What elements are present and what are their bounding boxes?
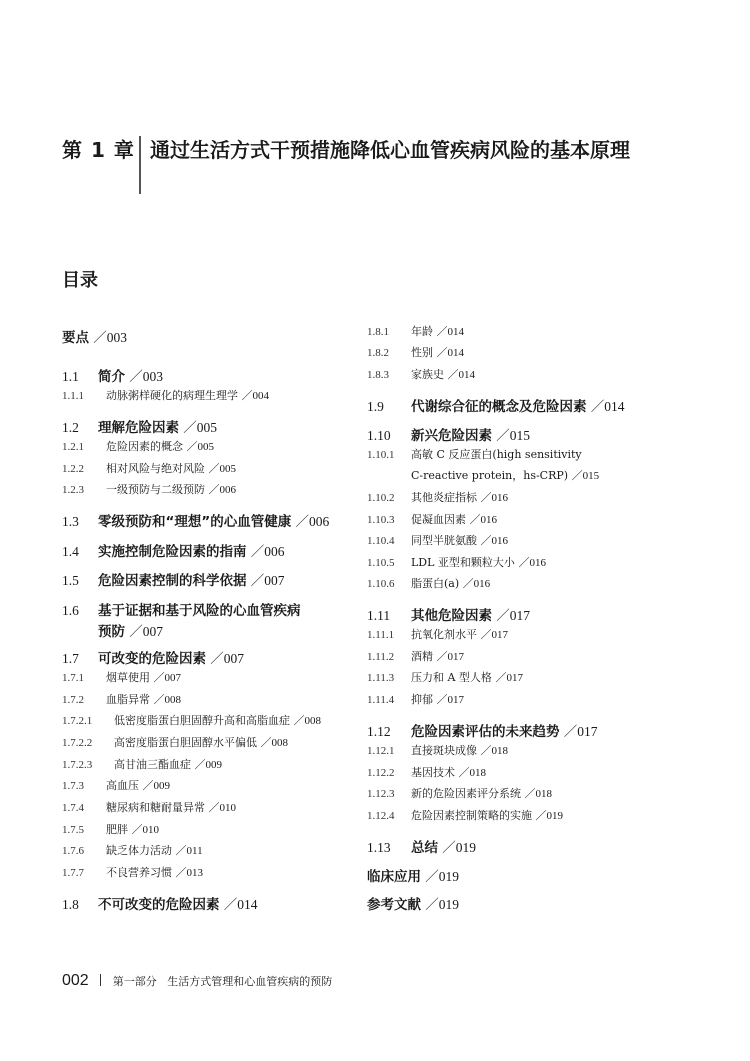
toc-entry-number: 1.8.3 (367, 369, 389, 381)
toc-entry-number: 1.12.4 (367, 810, 395, 822)
toc-entry-label: 肥胖 (106, 823, 128, 836)
toc-entry-label: 抑郁 (411, 693, 433, 706)
toc-entry-label: 动脉粥样硬化的病理生理学 (106, 389, 238, 402)
toc-entry-page: 014 (458, 369, 475, 381)
toc-entry-label: 危险因素的概念 (106, 440, 183, 453)
toc-entry-label: 酒精 (411, 650, 433, 663)
toc-separator: ／ (131, 823, 143, 836)
toc-entry-number: 1.7.7 (62, 867, 84, 879)
toc-entry-number: 1.11.1 (367, 629, 395, 641)
toc-separator: ／ (153, 671, 165, 684)
toc-entry (62, 893, 258, 913)
toc-entry (367, 323, 464, 339)
toc-entry-page: 009 (153, 780, 170, 792)
toc-separator: ／ (469, 513, 481, 526)
toc-entry-page: 017 (447, 694, 464, 706)
toc-entry-number: 1.10 (367, 428, 391, 443)
toc-entry-page: 014 (604, 399, 625, 414)
toc-entry-label: 简介 (98, 369, 125, 385)
toc-entry-page: 014 (447, 326, 464, 338)
toc-entry-label: LDL 亚型和颗粒大小 (411, 556, 515, 569)
toc-entry-page: 018 (491, 745, 508, 757)
toc-entry-label: 性别 (411, 346, 433, 359)
toc-entry (62, 864, 203, 880)
toc-entry-page: 007 (164, 672, 181, 684)
footer-page-number: 002 (62, 972, 89, 989)
toc-entry-page: 005 (197, 441, 214, 453)
toc-entry (367, 764, 486, 780)
toc-separator: ／ (480, 491, 492, 504)
toc-entry-label: 血脂异常 (106, 693, 150, 706)
toc-entry-label: 烟草使用 (106, 671, 150, 684)
toc-entry-label: 新兴危险因素 (411, 428, 492, 444)
toc-entry (367, 366, 475, 382)
toc-entry-page: 011 (186, 845, 203, 857)
toc-separator: ／ (194, 758, 206, 771)
toc-entry-page: 016 (491, 492, 508, 504)
toc-entry-label: 高甘油三酯血症 (114, 758, 191, 771)
toc-entry-label: 理解危险因素 (98, 420, 179, 436)
toc-entry (62, 821, 159, 837)
toc-entry-page: 017 (509, 608, 531, 623)
page-footer (62, 972, 332, 990)
toc-entry-page: 006 (219, 484, 236, 496)
toc-separator: ／ (436, 693, 448, 706)
toc-entry-label: 危险因素控制策略的实施 (411, 809, 532, 822)
toc-entry (367, 489, 508, 505)
toc-separator: ／ (183, 420, 197, 436)
toc-separator: ／ (208, 801, 220, 814)
toc-entry-number: 1.7.2 (62, 694, 84, 706)
toc-separator: ／ (250, 573, 265, 589)
toc-entry-page: 014 (447, 347, 464, 359)
toc-entry-label: 抗氧化剂水平 (411, 628, 477, 641)
toc-entry-page: 016 (480, 514, 497, 526)
toc-entry-page: 017 (506, 672, 523, 684)
toc-entry-label: 零级预防和“理想”的心血管健康 (98, 514, 292, 530)
toc-entry-continuation (411, 467, 599, 483)
toc-separator: ／ (535, 809, 547, 822)
toc-separator: ／ (142, 779, 154, 792)
toc-entry (62, 777, 170, 793)
toc-entry-page: 007 (223, 651, 245, 666)
toc-separator: ／ (153, 693, 165, 706)
toc-entry-number: 1.11.3 (367, 672, 395, 684)
toc-separator: ／ (458, 766, 470, 779)
toc-entry-label: 新的危险因素评分系统 (411, 787, 521, 800)
toc-separator: ／ (208, 483, 220, 496)
toc-separator: ／ (442, 840, 456, 856)
toc-entry (62, 599, 301, 619)
toc-entry-page: 017 (577, 724, 598, 739)
toc-entry-page: 008 (271, 737, 288, 749)
toc-entry (367, 575, 490, 591)
toc-entry-page: 006 (309, 514, 330, 529)
toc-entry-number: 1.7.2.3 (62, 759, 93, 771)
toc-entry-page: 017 (447, 651, 464, 663)
toc-separator: ／ (436, 325, 448, 338)
toc-entry (62, 799, 236, 815)
toc-entry-label: 家族史 (411, 368, 444, 381)
toc-entry-page: 013 (186, 867, 203, 879)
toc-entry (367, 836, 476, 856)
toc-entry (367, 865, 459, 885)
toc-separator: ／ (129, 369, 143, 385)
toc-entry-number: 1.7.2.1 (62, 715, 93, 727)
toc-entry (62, 365, 163, 385)
toc-entry-number: 1.2 (62, 420, 79, 435)
toc-entry-label: 压力和 A 型人格 (411, 671, 492, 684)
toc-entry-label: 危险因素评估的未来趋势 (411, 724, 560, 740)
toc-entry (367, 604, 530, 624)
toc-entry-page: 019 (438, 869, 460, 884)
toc-separator: ／ (175, 844, 187, 857)
toc-entry-number: 1.10.1 (367, 449, 395, 461)
toc-entry-label: 基于证据和基于风险的心血管疾病 (98, 603, 301, 619)
footer-divider (100, 974, 101, 986)
toc-separator: ／ (571, 469, 583, 482)
toc-entry-number: 1.8 (62, 897, 79, 912)
toc-entry-page: 006 (264, 544, 285, 559)
toc-entry-label: 实施控制危险因素的指南 (98, 544, 247, 560)
toc-entry-label: 可改变的危险因素 (98, 651, 206, 667)
toc-entry-label: 总结 (411, 840, 438, 856)
footer-part: 第一部分 (112, 975, 157, 988)
toc-entry-number: 1.10.6 (367, 578, 395, 590)
toc-separator: ／ (223, 897, 238, 913)
toc-entry-page: 010 (219, 802, 236, 814)
footer-part-title: 生活方式管理和心血管疾病的预防 (167, 975, 333, 988)
toc-entry-number: 1.7.4 (62, 802, 84, 814)
toc-separator: ／ (496, 608, 510, 624)
toc-entry (367, 446, 582, 462)
toc-entry-number: 1.13 (367, 840, 391, 855)
toc-entry-number: 1.6 (62, 603, 79, 618)
toc-entry-label: 同型半胱氨酸 (411, 534, 477, 547)
toc-entry-page: 007 (142, 624, 164, 639)
toc-entry-number: 1.11 (367, 608, 391, 623)
toc-entry (62, 416, 217, 436)
toc-entry-page: 019 (438, 897, 460, 912)
toc-entry (367, 785, 552, 801)
toc-entry (367, 691, 464, 707)
toc-entry-label: 脂蛋白(a) (411, 577, 460, 590)
toc-entry-number: 1.4 (62, 544, 79, 559)
toc-entry-page: 005 (196, 420, 218, 435)
toc-entry (62, 540, 285, 560)
chapter-title: 通过生活方式干预措施降低心血管疾病风险的基本原理 (150, 138, 630, 162)
toc-entry-number: 1.1.1 (62, 390, 84, 402)
toc-entry-number: 1.7.5 (62, 824, 84, 836)
toc-separator: ／ (425, 869, 439, 885)
toc-entry-page: 015 (509, 428, 531, 443)
toc-entry-label: 不可改变的危险因素 (98, 897, 220, 913)
toc-entry-number: 1.12 (367, 724, 391, 739)
toc-entry (62, 387, 269, 403)
toc-entry-number: 1.2.3 (62, 484, 84, 496)
toc-entry-number: 1.7.3 (62, 780, 84, 792)
toc-separator: ／ (495, 671, 507, 684)
toc-separator: ／ (210, 651, 224, 667)
toc-entry (367, 669, 523, 685)
toc-entry-page: 017 (491, 629, 508, 641)
toc-entry-number: 1.8.1 (367, 326, 389, 338)
toc-separator: ／ (208, 462, 220, 475)
toc-entry-number: 1.7.2.2 (62, 737, 93, 749)
toc-separator: ／ (480, 744, 492, 757)
toc-entry-number: 1.10.5 (367, 557, 395, 569)
toc-entry (367, 648, 464, 664)
toc-separator: ／ (436, 346, 448, 359)
toc-entry-page: 005 (219, 463, 236, 475)
toc-entry-number: 1.10.4 (367, 535, 395, 547)
chapter-divider (139, 136, 141, 194)
toc-entry-page: 003 (142, 369, 164, 384)
toc-entry (62, 569, 285, 589)
toc-entry-label: 一级预防与二级预防 (106, 483, 205, 496)
toc-entry (367, 626, 508, 642)
toc-entry (367, 424, 530, 444)
chapter-header (62, 130, 702, 194)
toc-entry (367, 742, 508, 758)
toc-entry-label: 糖尿病和糖耐量异常 (106, 801, 205, 814)
toc-entry-page: 008 (164, 694, 181, 706)
toc-entry (62, 438, 214, 454)
toc-entry-number: 1.11.4 (367, 694, 395, 706)
toc-entry-label: 代谢综合征的概念及危险因素 (411, 399, 587, 415)
toc-separator: ／ (518, 556, 530, 569)
toc-entry (62, 691, 181, 707)
toc-entry-page: 016 (473, 578, 491, 590)
toc-entry (367, 807, 563, 823)
toc-separator: ／ (590, 399, 605, 415)
toc-separator: ／ (425, 897, 439, 913)
toc-entry-number: 1.5 (62, 573, 79, 588)
toc-separator: ／ (496, 428, 510, 444)
toc-entry-label: 要点 (62, 330, 89, 346)
toc-entry-label: 临床应用 (367, 869, 421, 885)
toc-entry (367, 554, 546, 570)
toc-entry-label: 低密度脂蛋白胆固醇升高和高脂血症 (114, 714, 290, 727)
toc-entry-number: 1.9 (367, 399, 384, 414)
toc-entry (367, 511, 497, 527)
toc-separator: ／ (295, 514, 310, 530)
toc-separator: ／ (524, 787, 536, 800)
toc-separator: ／ (93, 330, 107, 346)
toc-entry-page: 018 (469, 767, 486, 779)
toc-entry (62, 481, 236, 497)
toc-entry (62, 326, 127, 346)
toc-entry-number: 1.12.3 (367, 788, 395, 800)
toc-entry-number: 1.8.2 (367, 347, 389, 359)
toc-entry-page: 015 (582, 470, 600, 482)
toc-entry-page: 019 (455, 840, 477, 855)
toc-entry-label: 其他炎症指标 (411, 491, 477, 504)
toc-heading: 目录 (62, 270, 98, 291)
toc-separator: ／ (129, 624, 143, 640)
toc-entry-page: 014 (237, 897, 258, 912)
toc-entry (62, 712, 321, 728)
toc-entry-label: 高密度脂蛋白胆固醇水平偏低 (114, 736, 257, 749)
toc-entry-page: 007 (264, 573, 285, 588)
toc-separator: ／ (436, 650, 448, 663)
toc-entry-label: 高敏 C 反应蛋白(high sensitivity (411, 448, 582, 461)
toc-entry-number: 1.7.6 (62, 845, 84, 857)
toc-entry-label: 高血压 (106, 779, 139, 792)
toc-separator: ／ (175, 866, 187, 879)
toc-entry (62, 756, 222, 772)
toc-entry-number: 1.3 (62, 514, 79, 529)
toc-entry (367, 893, 459, 913)
toc-entry-page: 016 (491, 535, 508, 547)
toc-entry-label-continued: C-reactive protein，hs-CRP) (411, 469, 569, 482)
toc-separator: ／ (260, 736, 272, 749)
toc-entry-label: 不良营养习惯 (106, 866, 172, 879)
toc-entry-page: 019 (546, 810, 563, 822)
toc-entry-page: 018 (535, 788, 552, 800)
toc-entry-page: 010 (142, 824, 159, 836)
toc-separator: ／ (563, 724, 578, 740)
toc-entry-label: 危险因素控制的科学依据 (98, 573, 247, 589)
toc-entry-label: 缺乏体力活动 (106, 844, 172, 857)
toc-entry-number: 1.7 (62, 651, 79, 666)
toc-entry (367, 720, 598, 740)
toc-entry (62, 460, 236, 476)
toc-entry-page: 004 (252, 390, 269, 402)
toc-entry-label: 促凝血因素 (411, 513, 466, 526)
toc-entry-label-continued: 预防 (98, 624, 125, 640)
toc-entry-number: 1.2.2 (62, 463, 84, 475)
toc-entry-number: 1.12.1 (367, 745, 395, 757)
toc-separator: ／ (293, 714, 305, 727)
toc-entry-continuation (98, 620, 163, 640)
toc-entry (367, 395, 625, 415)
toc-entry-number: 1.10.2 (367, 492, 395, 504)
toc-entry-page: 016 (529, 557, 546, 569)
toc-separator: ／ (241, 389, 253, 402)
toc-entry-label: 直接斑块成像 (411, 744, 477, 757)
toc-separator: ／ (186, 440, 198, 453)
toc-entry-number: 1.7.1 (62, 672, 84, 684)
toc-entry (62, 842, 203, 858)
toc-entry (62, 647, 244, 667)
toc-separator: ／ (480, 534, 492, 547)
toc-entry (62, 734, 288, 750)
toc-entry-page: 003 (106, 330, 128, 345)
toc-entry-label: 基因技术 (411, 766, 455, 779)
toc-entry-number: 1.11.2 (367, 651, 395, 663)
toc-entry-label: 相对风险与绝对风险 (106, 462, 205, 475)
toc-entry (367, 344, 464, 360)
toc-entry-label: 参考文献 (367, 897, 421, 913)
toc-entry (62, 510, 329, 530)
chapter-number: 第 1 章 (62, 138, 135, 162)
toc-entry-page: 009 (205, 759, 222, 771)
toc-entry-number: 1.2.1 (62, 441, 84, 453)
toc-entry (367, 532, 508, 548)
toc-entry-number: 1.10.3 (367, 514, 395, 526)
toc-entry-label: 其他危险因素 (411, 608, 492, 624)
toc-entry (62, 669, 181, 685)
toc-entry-number: 1.12.2 (367, 767, 395, 779)
toc-entry-number: 1.1 (62, 369, 79, 384)
toc-separator: ／ (462, 577, 474, 590)
toc-separator: ／ (480, 628, 492, 641)
toc-entry-page: 008 (304, 715, 321, 727)
toc-separator: ／ (447, 368, 459, 381)
toc-separator: ／ (250, 544, 265, 560)
toc-entry-label: 年龄 (411, 325, 433, 338)
